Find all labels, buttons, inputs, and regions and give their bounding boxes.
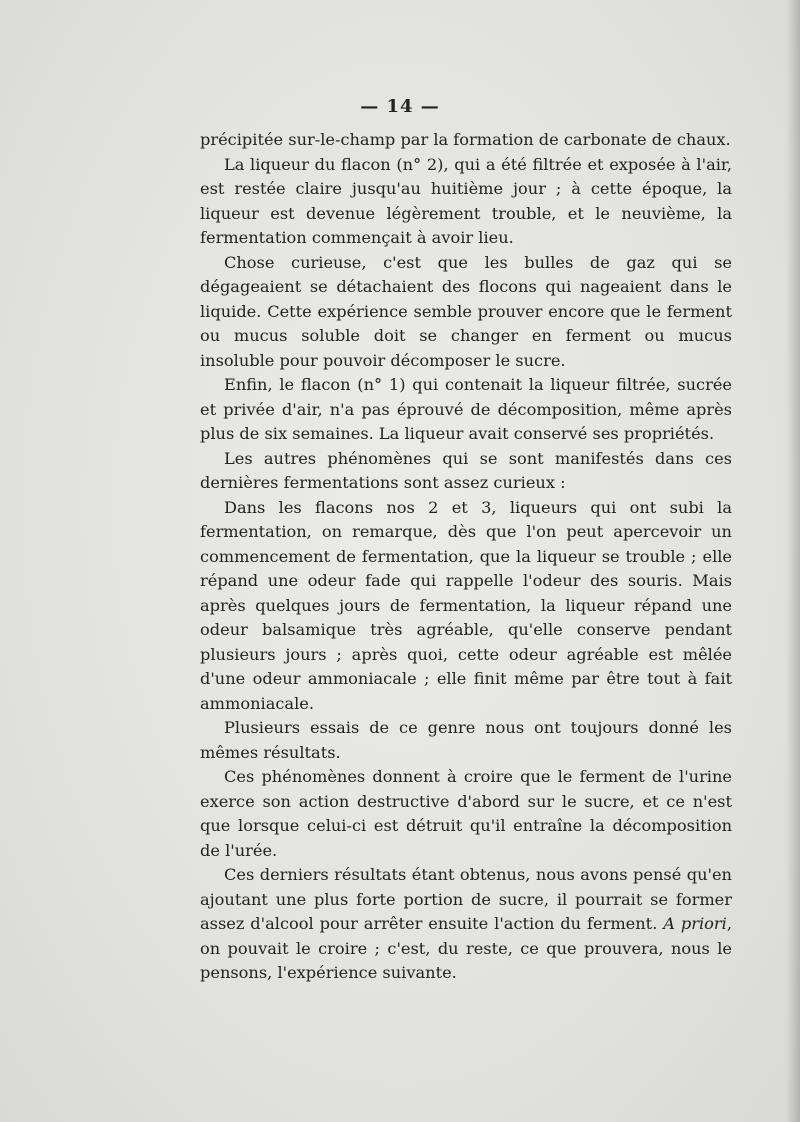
paragraph: Enfin, le flacon (n° 1) qui contenait la liqueur filtrée, sucrée et privée d'air, n'a pas éprouvé de décomposition, même après plus de six semaines. La liqueur avait conservé ses propriétés. — [200, 375, 732, 443]
paragraph-continuation: précipitée sur-le-champ par la formation de carbonate de chaux. — [200, 130, 731, 149]
paragraph-last-start: Ces derniers résultats étant obtenus, nous avons pensé qu'en ajoutant une plus forte portion de sucre, il pourrait se former assez d'alcool pour arrêter ensuite l'action du ferment. — [200, 865, 732, 933]
paragraph: Plusieurs essais de ce genre nous ont toujours donné les mêmes résultats. — [200, 718, 732, 762]
body-text — [200, 128, 732, 986]
page-number: — 14 — — [360, 96, 440, 117]
paragraph-last — [200, 863, 732, 986]
paragraph: La liqueur du flacon (n° 2), qui a été filtrée et exposée à l'air, est restée claire jusqu'au huitième jour ; à cette époque, la liqueur est devenue légèrement trouble, et le neuvième, la fermentation commençait à avoir lieu. — [200, 154, 732, 247]
paragraph: Dans les flacons nos 2 et 3, liqueurs qui ont subi la fermentation, on remarque, dès que l'on peut apercevoir un commencement de fermentation, que la liqueur se trouble ; elle répand une odeur fade qui rappelle l'odeur des souris. Mais après quelques jours de fermentation, la liqueur répand une odeur balsamique très agréable, qu'elle conserve pendant plusieurs jours ; après quoi, cette odeur agréable est mêlée d'une odeur ammoniacale ; elle finit même par être tout à fait ammoniacale. — [200, 497, 732, 713]
italic-phrase: A priori — [663, 914, 727, 933]
paragraph: Ces phénomènes donnent à croire que le ferment de l'urine exerce son action destructive d'abord sur le sucre, et ce n'est que lorsque celui-ci est détruit qu'il entraîne la décomposition de l'urée. — [200, 767, 732, 860]
paragraph-last-end: , on pouvait le croire ; c'est, du reste, ce que prouvera, nous le pensons, l'expérience suivante. — [200, 914, 732, 982]
paragraph: Chose curieuse, c'est que les bulles de gaz qui se dégageaient se détachaient des flocons qui nageaient dans le liquide. Cette expérience semble prouver encore que le ferment ou mucus soluble doit se changer en ferment ou mucus insoluble pour pouvoir décomposer le sucre. — [200, 252, 732, 370]
paragraph: Les autres phénomènes qui se sont manifestés dans ces dernières fermentations sont assez curieux : — [200, 448, 732, 492]
page-edge-shadow — [786, 0, 800, 1122]
